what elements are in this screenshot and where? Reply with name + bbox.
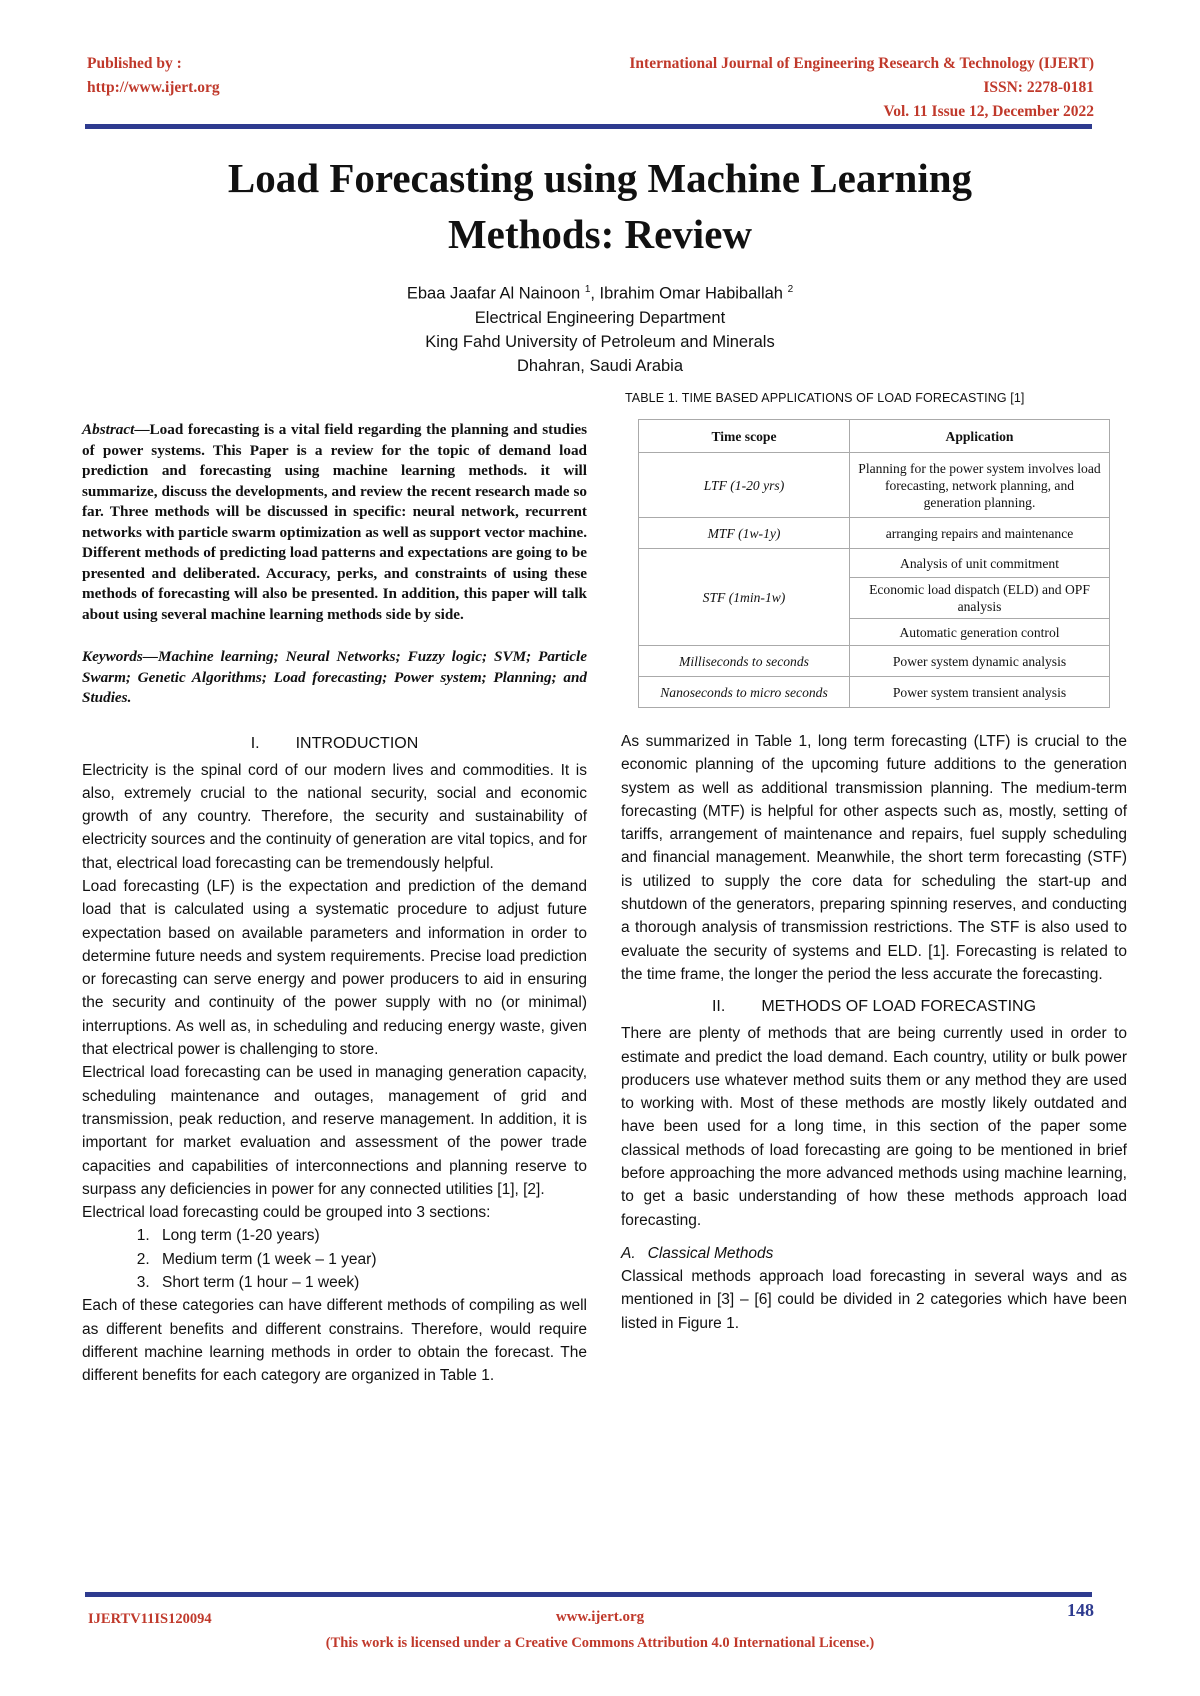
list-item: 2. Medium term (1 week – 1 year) [154,1248,587,1271]
author-2-affil: 2 [787,284,794,295]
paper-title [60,150,1140,262]
table-row [639,549,1110,578]
intro-paragraph-4: Electrical load forecasting could be grouped into 3 sections: [82,1204,491,1222]
forecast-term-list [82,1224,587,1294]
intro-paragraph-3: Electrical load forecasting can be used in managing generation capacity, scheduling maintenance and outages, management of grid and transmission, peak reduction, and reserve management. In addition, it is important for market evaluation and assessment of the power trade capacities and capabilities of interconnections and planning reserve to surpass any deficiencies in power for any connected utilities [1], [2]. [82,1064,587,1198]
list-item: 3. Short term (1 hour – 1 week) [154,1271,587,1294]
header-left [87,52,220,100]
abstract-label: Abstract [82,421,135,438]
location: Dhahran, Saudi Arabia [516,356,684,375]
header-right [629,52,1094,124]
section-2-number: II. [711,998,726,1016]
list-item: 1. Long term (1-20 years) [154,1224,587,1247]
journal-name: International Journal of Engineering Research & Technology (IJERT) [629,55,1094,72]
author-1-affil: 1 [584,284,591,295]
published-by: Published by : [87,55,182,72]
table-header-application: Application [850,420,1110,453]
table-cell-application: Planning for the power system involves load forecasting, network planning, and generation planning. [850,453,1110,518]
table-row [639,453,1110,518]
journal-url-link[interactable]: http://www.ijert.org [87,79,220,96]
methods-paragraph-1: There are plenty of methods that are being currently used in order to estimate and predict the load demand. Each country, utility or bulk power producers use whatever method suits them or any method they are used to working with. Most of these methods are mostly likely outdated and have been used for a long time, in this section of the paper some classical methods of load forecasting are going to be mentioned in brief before approaching the more advanced methods using machine learning, to get a basic understanding of how these methods approach load forecasting. [621,1025,1127,1229]
section-1-number: I. [250,734,260,752]
table-1-caption: TABLE 1. TIME BASED APPLICATIONS OF LOAD FORECASTING [1] [625,391,1025,405]
license-notice: (This work is licensed under a Creative Commons Attribution 4.0 International License.) [325,1635,875,1651]
header-divider [85,124,1092,129]
table-row [639,677,1110,708]
table-cell-application: Power system dynamic analysis [850,646,1110,677]
table-header-time-scope: Time scope [639,420,850,453]
author-names [0,278,1200,306]
author-block [0,278,1200,378]
keywords: Keywords—Machine learning; Neural Networks; Fuzzy logic; SVM; Particle Swarm; Genetic Algorithms; Load forecasting; Power system; Planning; and Studies. [82,648,587,706]
section-1-title: INTRODUCTION [295,734,419,752]
intro-paragraph-1: Electricity is the spinal cord of our modern lives and commodities. It is also, extremely crucial to the national security, social and economic growth of any country. Therefore, the security and sustainability of electricity sources and the continuity of generation are vital topics, and for that, electrical load forecasting can be tremendously helpful. [82,761,587,872]
author-1: Ebaa Jaafar Al Nainoon [406,284,581,303]
table-cell-application: Analysis of unit commitment [850,549,1110,578]
intro-paragraph-5: Each of these categories can have different methods of compiling as well as different benefits and different constrains. Therefore, would require different machine learning methods in order to obtain the forecast. The different benefits for each category are organized in Table 1. [82,1297,587,1385]
intro-paragraph-2: Load forecasting (LF) is the expectation and prediction of the demand load that is calculated using a systematic procedure to adjust future expectation based on available parameters and information in order to determine future needs and system requirements. Precise load prediction or forecasting can serve energy and power producers to aid in ensuring the security and continuity of the power supply with no (or minimal) interruptions. As well as, in scheduling and reducing energy waste, given that electrical power is challenging to store. [82,877,587,1059]
section-2-title: METHODS OF LOAD FORECASTING [761,998,1037,1016]
table-cell-application: Power system transient analysis [850,677,1110,708]
table-cell-application: Economic load dispatch (ELD) and OPF analysis [850,578,1110,619]
methods-paragraph-2: Classical methods approach load forecasting in several ways and as mentioned in [3] – [6] could be divided in 2 categories which have been listed in Figure 1. [621,1267,1127,1332]
footer-divider [85,1592,1092,1597]
section-1-heading [82,733,587,755]
author-2: , Ibrahim Omar Habiballah [590,284,783,303]
footer-url-link[interactable]: www.ijert.org [555,1609,645,1625]
title-line-2: Methods: Review [447,211,753,257]
table-cell-scope: Nanoseconds to micro seconds [639,677,850,708]
page-number: 148 [1067,1600,1094,1620]
table-cell-scope: STF (1min-1w) [639,549,850,646]
section-2-heading [621,996,1127,1018]
right-column [621,391,1127,1335]
volume-issue: Vol. 11 Issue 12, December 2022 [883,103,1094,120]
department: Electrical Engineering Department [474,308,726,327]
table-cell-scope: MTF (1w-1y) [639,518,850,549]
table-cell-scope: Milliseconds to seconds [639,646,850,677]
table-header-row [639,420,1110,453]
table-row [639,518,1110,549]
table-cell-application: Automatic generation control [850,619,1110,646]
issn: ISSN: 2278-0181 [983,79,1094,96]
left-column [82,420,587,1388]
university: King Fahd University of Petroleum and Minerals [425,332,775,351]
table-cell-scope: LTF (1-20 yrs) [639,453,850,518]
table-1 [638,419,1110,708]
table-summary-paragraph: As summarized in Table 1, long term forecasting (LTF) is crucial to the economic planning of the upcoming future additions to the generation system as well as additional transmission planning. The medium-term forecasting (MTF) is helpful for other aspects such as, mostly, setting of tariffs, arrangement of maintenance and repairs, fuel supply scheduling and financial management. Meanwhile, the short term forecasting (STF) is utilized to supply the core data for scheduling the start-up and shutdown of the generators, preparing spinning reserves, and conducting a thorough analysis of transmission restrictions. The STF is also used to evaluate the security of systems and ELD. [1]. Forecasting is related to the time frame, the longer the period the less accurate the forecasting. [621,733,1127,983]
table-row [639,646,1110,677]
abstract-text: —Load forecasting is a vital field regarding the planning and studies of power systems. This Paper is a review for the topic of demand load prediction and forecasting using machine learning methods. it will summarize, discuss the developments, and review the recent research made so far. Three methods will be discussed in specific: neural network, recurrent networks with particle swarm optimization as well as support vector machine. Different methods of predicting load patterns and expectations are going to be presented and deliberated. Accuracy, perks, and constraints of using these methods of forecasting will also be presented. In addition, this paper will talk about using several machine learning methods side by side. [82,421,587,623]
subsection-a-heading [621,1242,1127,1265]
table-cell-application: arranging repairs and maintenance [850,518,1110,549]
subsection-a-title: Classical Methods [647,1244,774,1262]
paper-id: IJERTV11IS120094 [88,1611,212,1627]
title-line-1: Load Forecasting using Machine Learning [227,155,973,201]
abstract [82,420,587,625]
subsection-a-number: A. [621,1244,636,1262]
